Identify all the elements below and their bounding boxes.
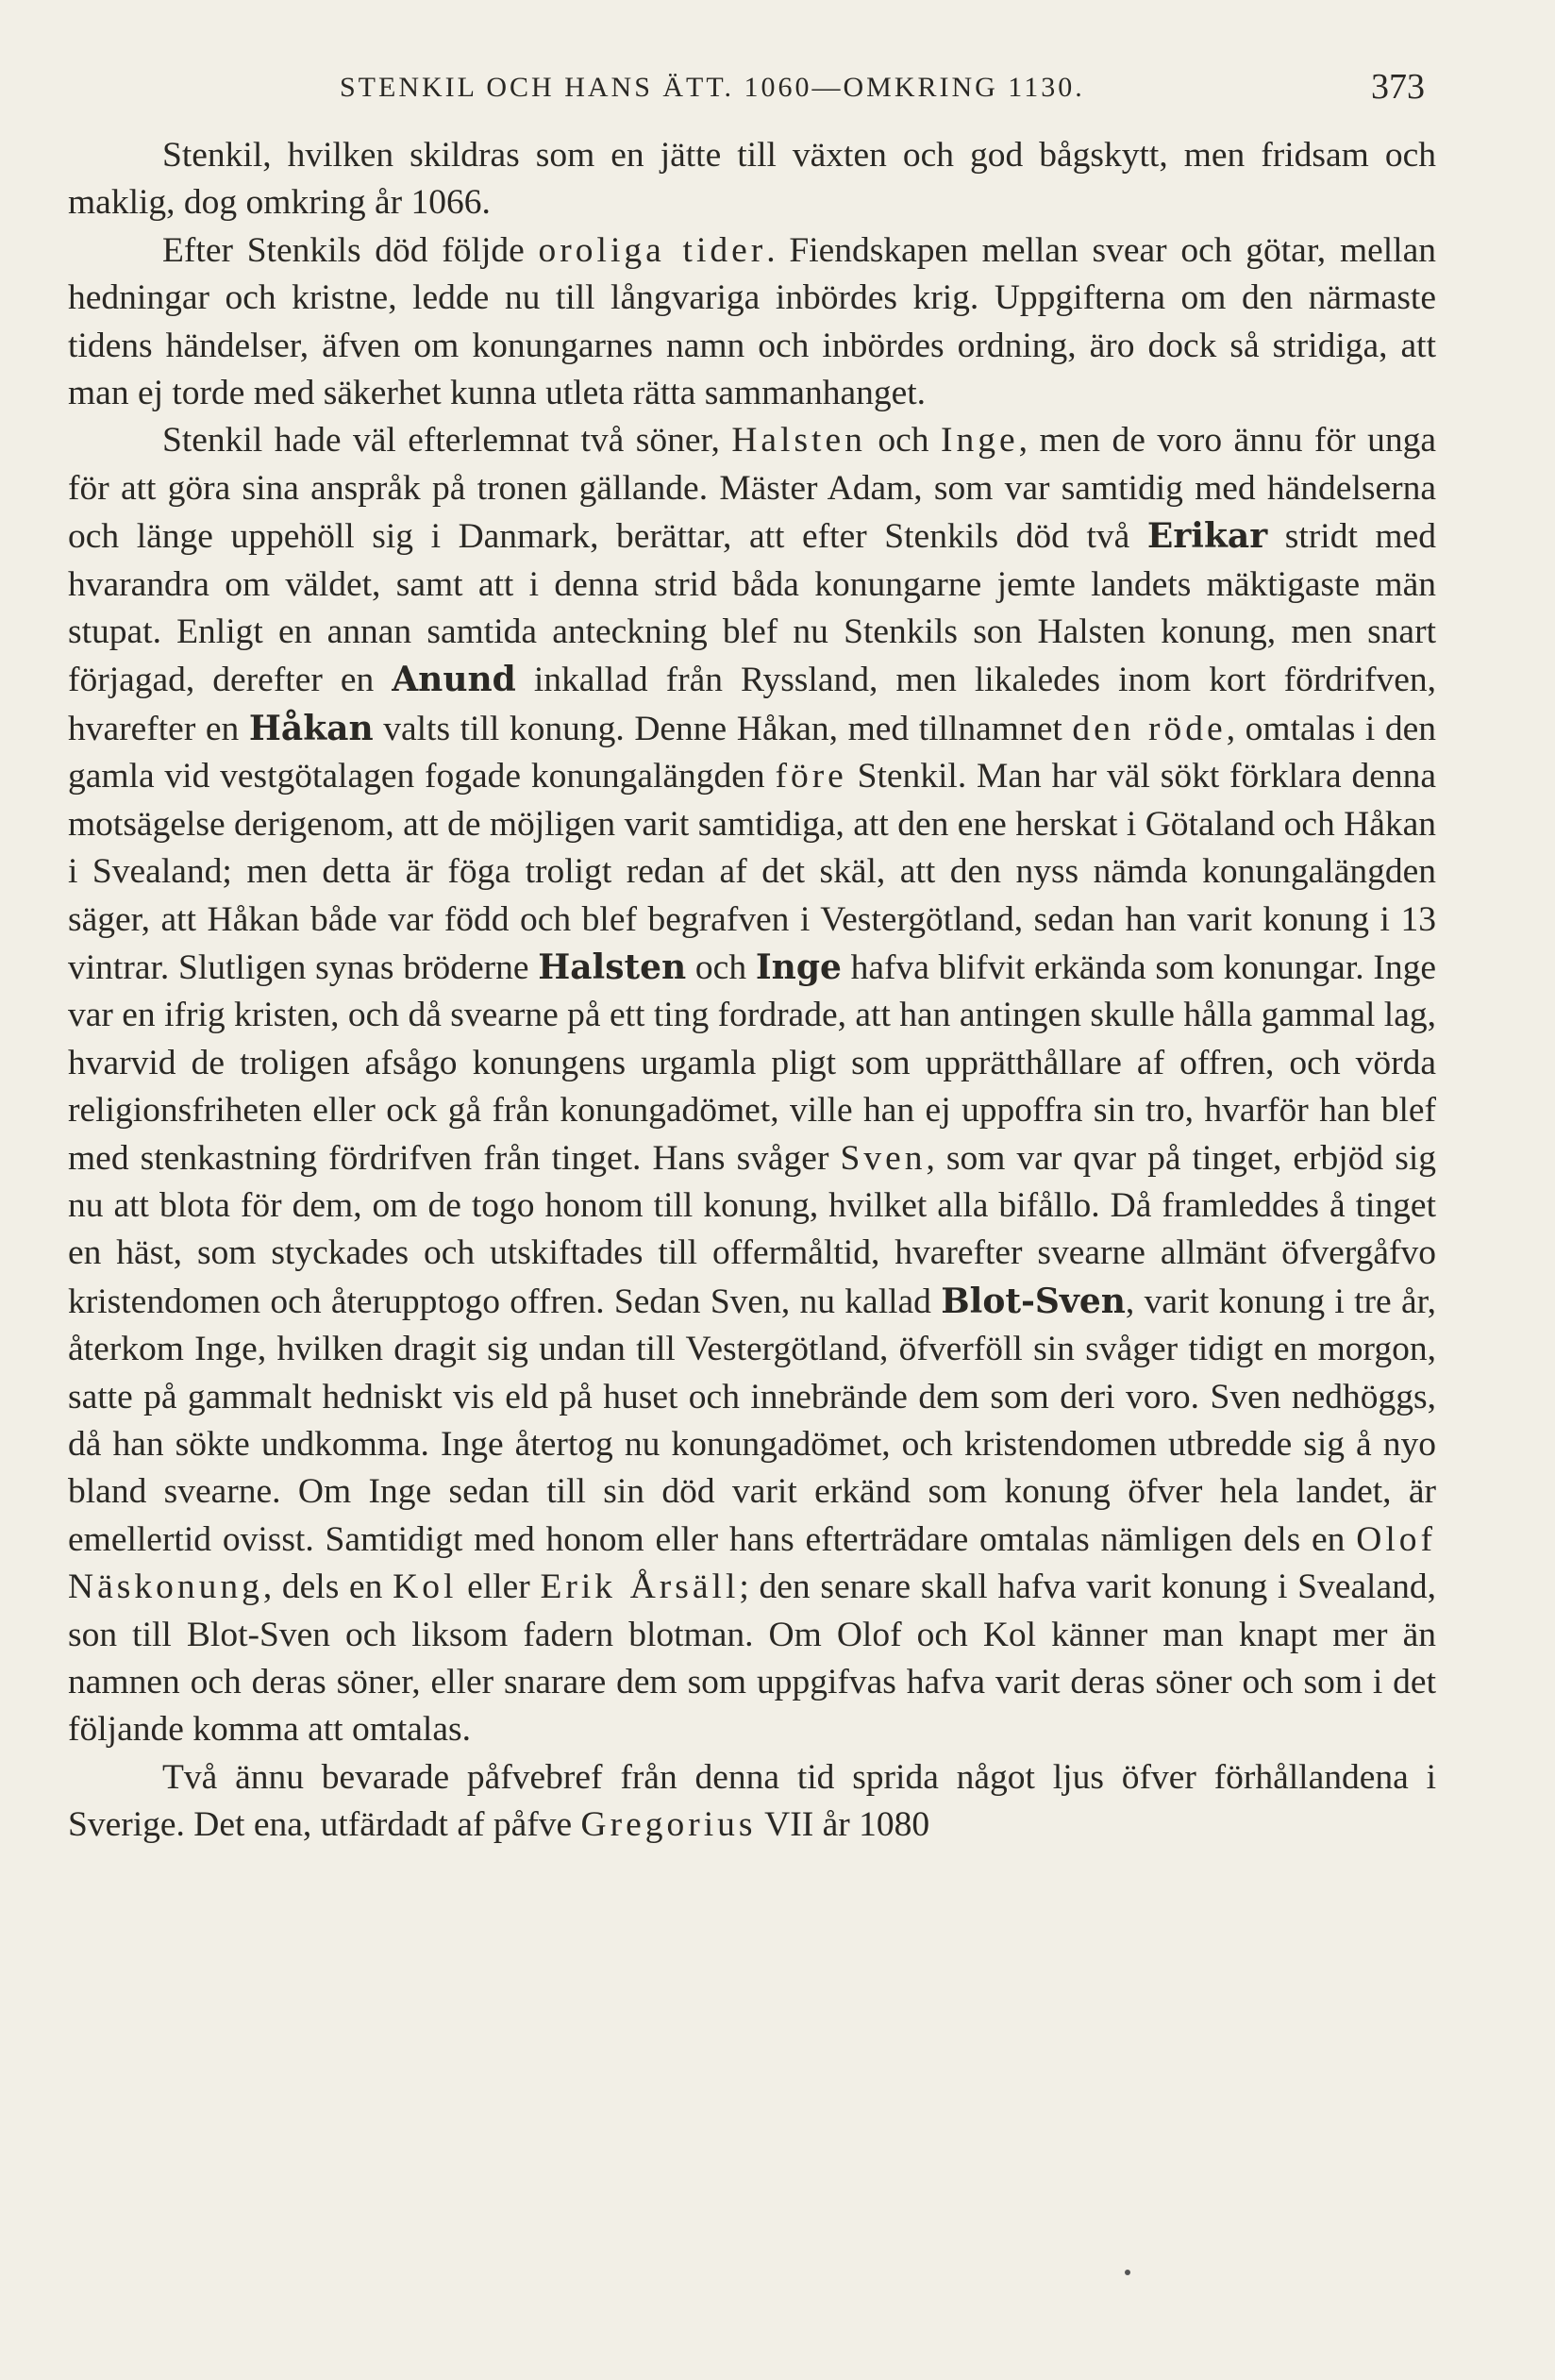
text-segment: , som var qvar på tinget, erbjöd sig nu att blota för dem, om de togo honom till konung, hvilket alla bifållo. Då framleddes å tinget en häst, som styckades och utskiftades till offermåltid, hvarefter svearne allmänt öfvergåfvo kristendomen och återupptogo offren. Sedan Sven, nu kallad bbox=[68, 1138, 1436, 1321]
page-number: 373 bbox=[1371, 67, 1425, 107]
text-segment: Blot-Sven bbox=[941, 1281, 1126, 1321]
running-head: STENKIL OCH HANS ÄTT. 1060—OMKRING 1130. bbox=[340, 72, 1085, 103]
text-segment: Stenkil, hvilken skildras som en jätte till växten och god bågskytt, men fridsam och maklig, dog omkring år 1066. bbox=[68, 136, 1436, 223]
text-segment: Halsten bbox=[538, 947, 687, 987]
text-segment: Håkan bbox=[248, 708, 374, 748]
text-segment: och bbox=[686, 947, 756, 987]
text-segment: Stenkil. Man har väl sökt förklara denna motsägelse derigenom, att de möjligen varit samtidiga, att den ene herskat i Götaland och Håkan i Svealand; men detta är föga troligt redan af det skäl, att den nyss nämda konungalängden säger, att Håkan både var född och blef begrafven i Vestergötland, sedan han varit konung i 13 vintrar. Slutligen synas bröderne bbox=[68, 757, 1436, 987]
text-segment: Erikar bbox=[1146, 516, 1268, 557]
text-segment: stridt med hvarandra om väldet, samt att i denna strid båda konungarne jemte landets mäktigaste män stupat. Enligt en annan samtida anteckning blef nu Stenkils son Halsten konung, men snart förjagad, derefter en bbox=[68, 517, 1436, 700]
text-segment: eller bbox=[457, 1567, 541, 1607]
text-segment: , men de voro ännu för unga för att göra sina anspråk på tronen gällande. Mäster Adam, som var samtidig med händelserna och länge uppehöll sig i Danmark, berättar, att efter Stenkils död två bbox=[68, 421, 1436, 557]
paragraph-2 bbox=[68, 227, 1436, 418]
text-segment: Inge bbox=[940, 421, 1019, 461]
text-segment: Kol bbox=[393, 1567, 458, 1607]
paragraph-3 bbox=[68, 417, 1436, 1753]
text-segment: Sven bbox=[840, 1138, 927, 1178]
paragraph-4 bbox=[68, 1754, 1436, 1850]
text-segment: Erik Årsäll bbox=[540, 1567, 740, 1607]
body-text bbox=[68, 132, 1436, 1850]
text-segment: , varit konung i tre år, återkom Inge, hvilken dragit sig undan till Vestergötland, öfverföll sin svåger tidigt en morgon, satte på gammalt hedniskt vis eld på huset och innebrände dem som deri voro. Sven nedhöggs, då han sökte undkomma. Inge återtog nu konungadömet, och kristendomen utbredde sig å nyo bland svearne. Om Inge sedan till sin död varit erkänd som konung öfver hela landet, är emellertid ovisst. Samtidigt med honom eller hans efterträdare omtalas nämligen dels en bbox=[68, 1282, 1436, 1559]
text-segment: Gregorius bbox=[580, 1805, 757, 1845]
text-segment: ; den senare skall hafva varit konung i Svealand, son till Blot-Sven och liksom fadern blotman. Om Olof och Kol känner man knapt mer än namnen och deras söner, eller snarare dem som uppgifvas hafva varit deras söner och som i det följande komma att omtalas. bbox=[68, 1567, 1436, 1750]
paragraph-1 bbox=[68, 132, 1436, 227]
text-segment: och bbox=[865, 421, 941, 461]
text-segment: inkallad från Ryssland, men likaledes inom kort fördrifven, hvarefter en bbox=[68, 661, 1436, 748]
text-segment: oroliga tider bbox=[538, 230, 767, 270]
print-speck bbox=[1125, 2270, 1130, 2275]
text-segment: , omtalas i den gamla vid vestgötalagen fogade konungalängden bbox=[68, 709, 1436, 796]
text-segment: valts till konung. Denne Håkan, med tillnamnet bbox=[373, 709, 1073, 748]
text-segment: Olof Näskonung bbox=[68, 1519, 1436, 1607]
page-header bbox=[160, 64, 1425, 121]
text-segment: Inge bbox=[755, 947, 842, 987]
text-segment: Anund bbox=[392, 660, 516, 700]
text-segment: Efter Stenkils död följde bbox=[162, 230, 539, 270]
text-segment: Stenkil hade väl efterlemnat två söner, bbox=[162, 421, 732, 461]
text-segment: Halsten bbox=[731, 421, 866, 461]
text-segment: hafva blifvit erkända som konungar. Inge var en ifrig kristen, och då svearne på ett ting fordrade, att han antingen skulle hålla gammal lag, hvarvid de troligen afsågo konungens urgamla pligt som upprätthållare af offren, och vörda religionsfriheten eller ock gå från konungadömet, ville han ej uppoffra sin tro, hvarför han blef med stenkastning fördrifven från tinget. Hans svåger bbox=[68, 947, 1436, 1178]
text-segment: den röde bbox=[1072, 709, 1227, 748]
text-segment: , dels en bbox=[262, 1567, 393, 1607]
text-segment: Två ännu bevarade påfvebref från denna tid sprida något ljus öfver förhållandena i Sverige. Det ena, utfärdadt af påfve bbox=[68, 1757, 1436, 1845]
text-segment: VII år 1080 bbox=[756, 1805, 930, 1845]
text-segment: . Fiendskapen mellan svear och götar, mellan hedningar och kristne, ledde nu till långvariga inbördes krig. Uppgifterna om den närmaste tidens händelser, äfven om konungarnes namn och inbördes ordning, äro dock så stridiga, att man ej torde med säkerhet kunna utleta rätta sammanhanget. bbox=[68, 230, 1436, 413]
text-segment: före bbox=[775, 757, 847, 796]
